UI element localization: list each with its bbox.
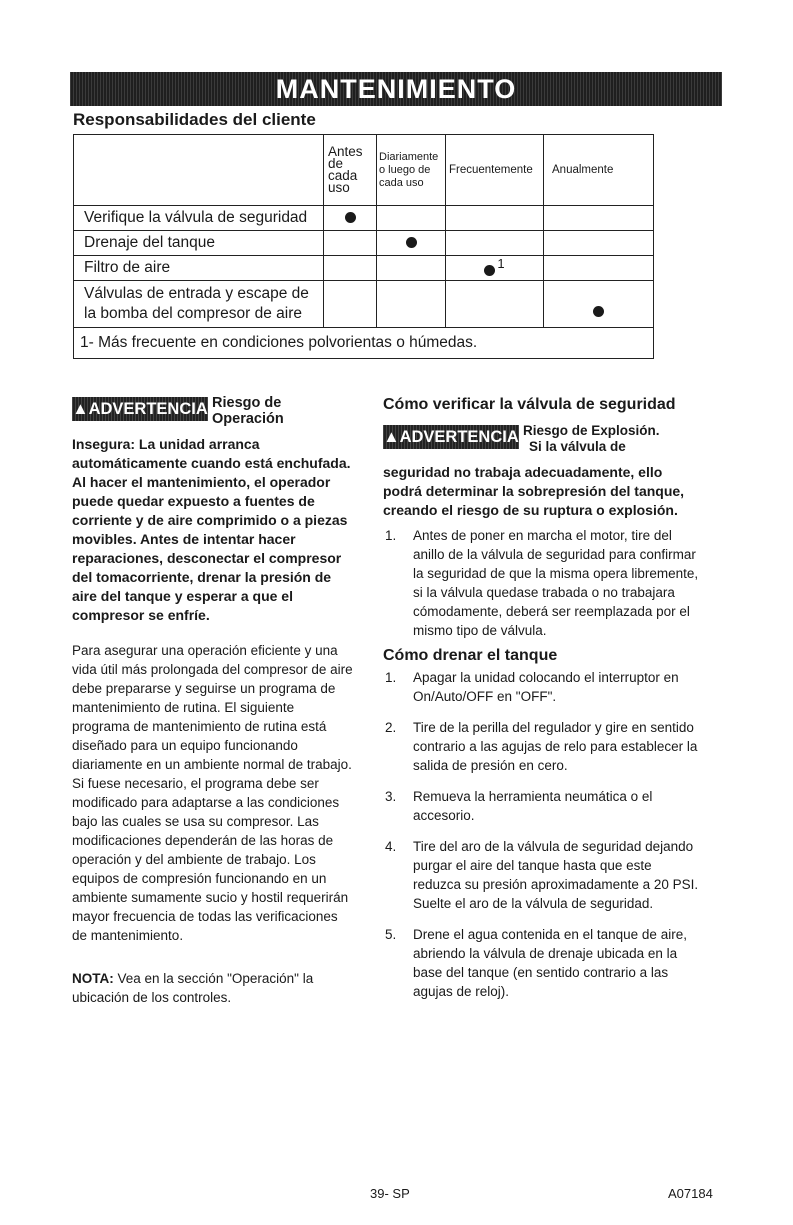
mark-cell <box>446 256 544 281</box>
right-column <box>383 395 703 1001</box>
warning-triangle-icon: ▲ <box>72 399 89 418</box>
header-blank <box>74 135 324 206</box>
note <box>72 969 355 1007</box>
list-item: 3. Remueva la herramienta neumática o el accesorio. <box>385 789 653 823</box>
header-annual: Anualmente <box>544 135 654 206</box>
steps-check-valve <box>383 526 703 640</box>
table-row <box>74 206 654 231</box>
warning-header <box>383 423 703 463</box>
section-title: Responsabilidades del cliente <box>73 110 316 129</box>
warning-title: Riesgo de Operación <box>212 395 284 427</box>
heading-check-valve: Cómo verificar la válvula de seguridad <box>383 396 676 413</box>
header-frequent: Frecuentemente <box>446 135 544 206</box>
task-cell: Filtro de aire <box>74 256 324 281</box>
table-footnote: 1- Más frecuente en condiciones polvorientas o húmedas. <box>74 328 654 359</box>
warning-badge: ▲ ADVERTENCIA <box>72 397 208 421</box>
section-banner <box>70 72 722 106</box>
intro-paragraph: Para asegurar una operación eficiente y una vida útil más prolongada del compresor de aire debe prepararse y seguirse un programa de mantenimiento de rutina. El siguiente programa de mantenimiento de rutina está diseñado para un equipo funcionando diariamente en un ambiente normal de trabajo. Si fuese necesario, el programa debe ser modificado para adaptarse a las condiciones bajo las cuales se usa su compresor. Las modificaciones dependerán de las horas de operación y del ambiente de trabajo. Los equipos de compresión funcionando en un ambiente sumamente sucio y hostil requerirán mayor frecuencia de todas las verificaciones de mantenimiento. <box>72 643 353 943</box>
list-item: 5. Drene el agua contenida en el tanque de aire, abriendo la válvula de drenaje ubicada en la base del tanque (en sentido contrario a las agujas de reloj). <box>385 927 687 999</box>
check-dot-icon <box>345 212 356 223</box>
heading-drain-tank: Cómo drenar el tanque <box>383 647 558 664</box>
warning-badge: ▲ ADVERTENCIA <box>383 425 519 449</box>
task-cell: Drenaje del tanque <box>74 231 324 256</box>
left-column <box>72 395 355 1007</box>
list-item: 1. Apagar la unidad colocando el interruptor en On/Auto/OFF en "OFF". <box>385 670 679 704</box>
footnote-ref: 1 <box>497 256 505 272</box>
warning-title: Riesgo de Explosión. Si la válvula de <box>523 423 660 454</box>
note-label: NOTA: <box>72 971 114 986</box>
list-item: 2. Tire de la perilla del regulador y gire en sentido contrario a las agujas de relo para establecer la salida de presión en cero. <box>385 720 698 773</box>
document-code: A07184 <box>668 1186 713 1201</box>
table-row <box>74 231 654 256</box>
mark-cell <box>544 281 654 328</box>
check-dot-icon <box>484 265 495 276</box>
page-number: 39- SP <box>370 1186 410 1201</box>
warning-header <box>72 395 355 435</box>
table-footnote-row <box>74 328 654 359</box>
header-before-each-use: Antes de cada uso <box>324 135 377 206</box>
maintenance-table <box>73 134 654 359</box>
steps-drain-tank <box>383 668 703 1001</box>
list-item: 4. Tire del aro de la válvula de seguridad dejando purgar el aire del tanque hasta que este reduzca su presión aproximadamente a 20 PSI. Suelte el aro de la válvula de seguridad. <box>385 839 699 911</box>
task-cell: Verifique la válvula de seguridad <box>74 206 324 231</box>
banner-title: MANTENIMIENTO <box>275 73 517 104</box>
check-dot-icon <box>593 306 604 317</box>
mark-cell <box>324 206 377 231</box>
task-cell: Válvulas de entrada y escape de la bomba del compresor de aire <box>74 281 324 328</box>
warning-text: seguridad no trabaja adecuadamente, ello podrá determinar la sobrepresión del tanque, creando el riesgo de su ruptura o explosión. <box>383 464 685 518</box>
check-dot-icon <box>406 237 417 248</box>
table-header-row <box>74 135 654 206</box>
table-row <box>74 256 654 281</box>
mark-cell <box>377 231 446 256</box>
table-row <box>74 281 654 328</box>
warning-text: Insegura: La unidad arranca automáticamente cuando está enchufada. Al hacer el mantenimiento, el operador puede quedar expuesto a fuentes de corriente y de aire comprimido o a piezas movibles. Antes de intentar hacer reparaciones, desconectar el compresor del tomacorriente, drenar la presión de aire del tanque y esperar a que el compresor se enfríe. <box>72 436 351 623</box>
warning-triangle-icon: ▲ <box>383 427 400 446</box>
header-daily: Diariamente o luego de cada uso <box>377 135 446 206</box>
note-text: Vea en la sección "Operación" la ubicación de los controles. <box>72 971 314 1005</box>
list-item: 1. Antes de poner en marcha el motor, tire del anillo de la válvula de seguridad para confirmar la seguridad de que la misma opera libremente, si la válvula quedase trabada o no trabajara cómodamente, deberá ser reemplazada por el mismo tipo de válvula. <box>385 528 699 638</box>
